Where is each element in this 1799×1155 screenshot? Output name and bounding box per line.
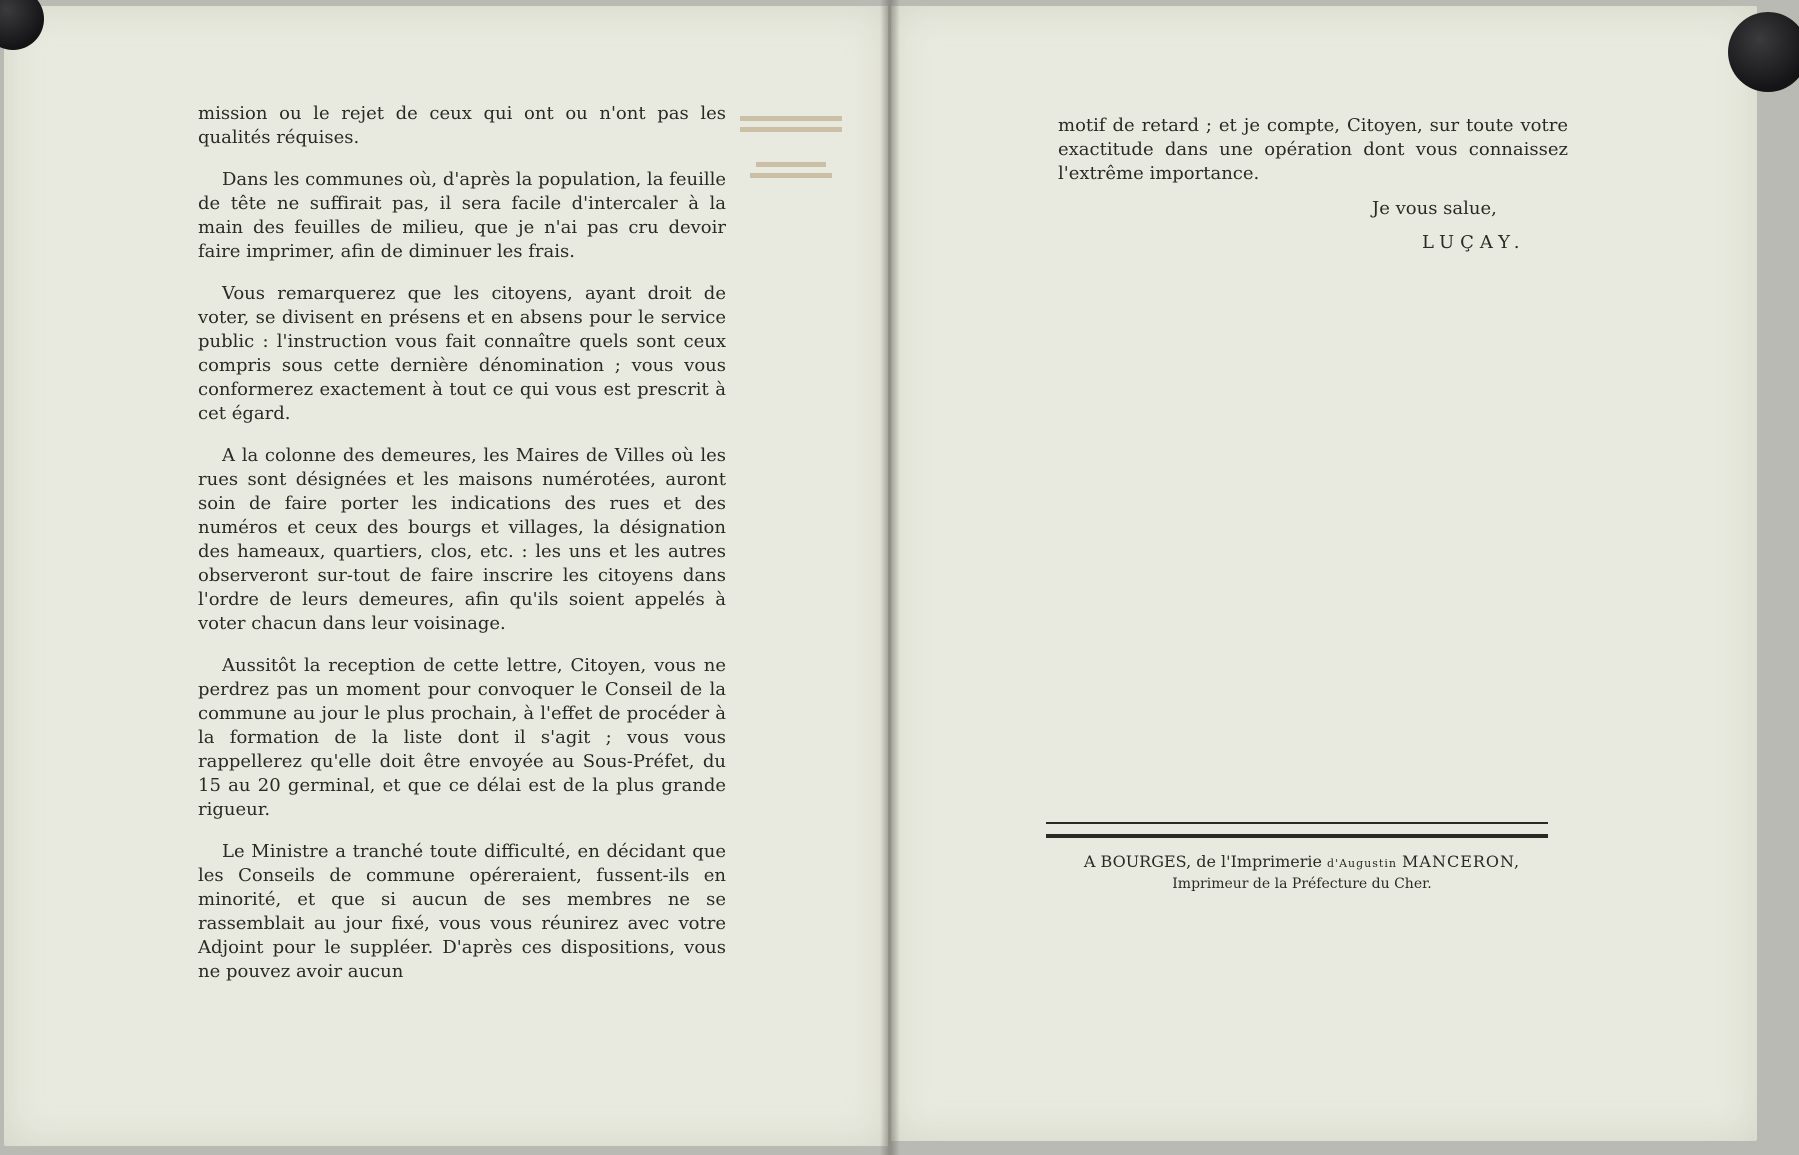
paragraph: Aussitôt la reception de cette lettre, Citoyen, vous ne perdrez pas un moment pour convoquer le Conseil de la commune au jour le plus prochain, à l'effet de procéder à la formation de la liste dont il s'agit ; vous vous rappellerez qu'elle doit être envoyée au Sous-Préfet, du 15 au 20 germinal, et que ce délai est de la plus grande rigueur. bbox=[198, 655, 726, 820]
paragraph: mission ou le rejet de ceux qui ont ou n'ont pas les qualités réquises. bbox=[198, 103, 726, 148]
left-page-text bbox=[198, 102, 726, 1002]
paragraph: motif de retard ; et je compte, Citoyen, sur toute votre exactitude dans une opération dont vous connaissez l'extrême importance. bbox=[1058, 115, 1568, 184]
imprint-text: de l'Imprimerie bbox=[1196, 852, 1322, 871]
closing-salutation: Je vous salue, bbox=[1372, 198, 1497, 219]
imprint-divider bbox=[1046, 822, 1548, 838]
right-page-text bbox=[1058, 114, 1568, 204]
paragraph: Le Ministre a tranché toute difficulté, en décidant que les Conseils de commune opéreraient, fussent-ils en minorité, et que si aucun de ses membres ne se rassemblait au jour fixé, vous vous réunirez avec votre Adjoint pour le suppléer. D'après ces dispositions, vous ne pouvez avoir aucun bbox=[198, 841, 726, 982]
imprint-subline: Imprimeur de la Préfecture du Cher. bbox=[1172, 876, 1432, 892]
imprint-prefix: d'Augustin bbox=[1327, 857, 1397, 870]
paragraph: Dans les communes où, d'après la population, la feuille de tête ne suffirait pas, il sera facile d'intercaler à la main des feuilles de milieu, que je n'ai pas cru devoir faire imprimer, afin de diminuer les frais. bbox=[198, 169, 726, 262]
book-gutter bbox=[880, 0, 900, 1155]
imprint-printer: MANCERON, bbox=[1402, 852, 1521, 871]
paragraph: Vous remarquerez que les citoyens, ayant droit de voter, se divisent en présens et en absens pour le service public : l'instruction vous fait connaître quels sont ceux compris sous cette dernière dénomination ; vous vous conformerez exactement à tout ce qui vous est prescrit à cet égard. bbox=[198, 283, 726, 424]
ink-offset-mark bbox=[732, 110, 850, 290]
imprint-city: A BOURGES, bbox=[1083, 852, 1192, 871]
imprint-line bbox=[1060, 852, 1544, 871]
paragraph: A la colonne des demeures, les Maires de Villes où les rues sont désignées et les maisons numérotées, auront soin de faire porter les indications des rues et des numéros et ceux des bourgs et villages, la désignation des hameaux, quartiers, clos, etc. : les uns et les autres observeront sur-tout de faire inscrire les citoyens dans l'ordre de leurs demeures, afin qu'ils soient appelés à voter chacun dans leur voisinage. bbox=[198, 445, 726, 634]
pin-top-right bbox=[1728, 12, 1799, 92]
signature: LUÇAY. bbox=[1422, 232, 1526, 253]
